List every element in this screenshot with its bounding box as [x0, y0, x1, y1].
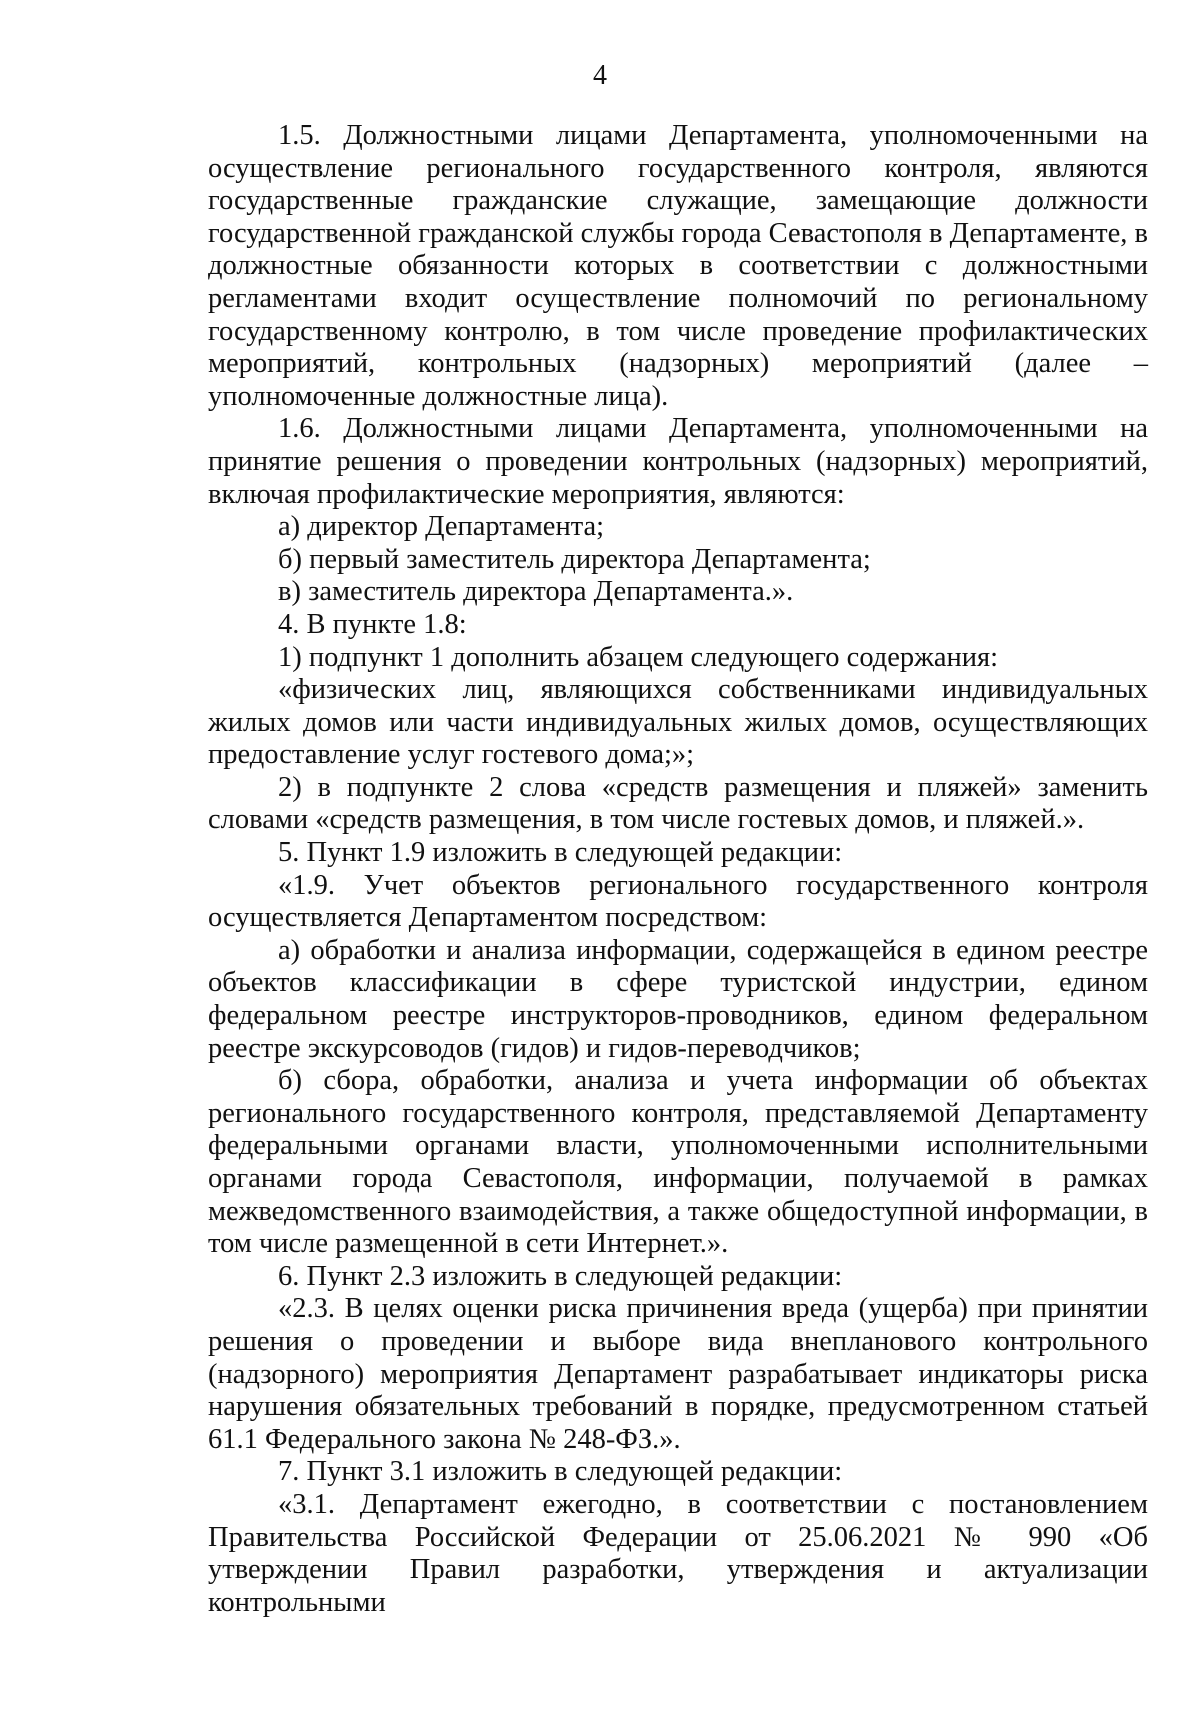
paragraph-item-4-1-quote: «физических лиц, являющихся собственниками индивидуальных жилых домов или части индивидуальных жилых домов, осуществляющих предоставление услуг гостевого дома;»; [208, 674, 1148, 771]
paragraph-item-4: 4. В пункте 1.8: [278, 608, 467, 640]
page-number: 4 [593, 60, 607, 91]
paragraph-1-6-b: б) первый заместитель директора Департамента; [278, 543, 871, 575]
paragraph-item-4-2: 2) в подпункте 2 слова «средств размещения и пляжей» заменить словами «средств размещения, в том числе гостевых домов, и пляжей.». [208, 771, 1148, 836]
paragraph-item-5: 5. Пункт 1.9 изложить в следующей редакции: [278, 837, 843, 869]
paragraph-1-5: 1.5. Должностными лицами Департамента, уполномоченными на осуществление регионального государственного контроля, являются государственные гражданские служащие, замещающие должности государственной гражданской службы города Севастополя в Департаменте, в должностные обязанности которых в соответствии с должностными регламентами входит осуществление полномочий по региональному государственному контролю, в том числе проведение профилактических мероприятий, контрольных (надзорных) мероприятий (далее – уполномоченные должностные лица). [208, 120, 1148, 412]
paragraph-item-4-1: 1) подпункт 1 дополнить абзацем следующего содержания: [278, 641, 999, 673]
paragraph-item-5-b: б) сбора, обработки, анализа и учета информации об объектах регионального государственного контроля, представляемой Департаменту федеральными органами власти, уполномоченными исполнительными органами города Севастополя, информации, получаемой в рамках межведомственного взаимодействия, а также общедоступной информации, в том числе размещенной в сети Интернет.». [208, 1065, 1148, 1260]
paragraph-item-6: 6. Пункт 2.3 изложить в следующей редакции: [278, 1260, 843, 1292]
paragraph-1-6-v: в) заместитель директора Департамента.». [278, 576, 794, 608]
paragraph-1-6: 1.6. Должностными лицами Департамента, уполномоченными на принятие решения о проведении контрольных (надзорных) мероприятий, включая профилактические мероприятия, являются: [208, 413, 1148, 510]
paragraph-item-7-quote: «3.1. Департамент ежегодно, в соответствии с постановлением Правительства Российской Федерации от 25.06.2021 № 990 «Об утверждении Правил разработки, утверждения и актуализации контрольными [208, 1488, 1148, 1618]
paragraph-item-7: 7. Пункт 3.1 изложить в следующей редакции: [278, 1456, 843, 1488]
paragraph-item-6-quote: «2.3. В целях оценки риска причинения вреда (ущерба) при принятии решения о проведении и выборе вида внепланового контрольного (надзорного) мероприятия Департамент разрабатывает индикаторы риска нарушения обязательных требований в порядке, предусмотренном статьей 61.1 Федерального закона № 248-ФЗ.». [208, 1293, 1148, 1455]
paragraph-item-5-a: а) обработки и анализа информации, содержащейся в едином реестре объектов классификации в сфере туристской индустрии, едином федеральном реестре инструкторов-проводников, едином федеральном реестре экскурсоводов (гидов) и гидов-переводчиков; [208, 934, 1148, 1064]
document-body [208, 120, 1148, 1619]
paragraph-item-5-quote: «1.9. Учет объектов регионального государственного контроля осуществляется Департаментом посредством: [208, 869, 1148, 934]
paragraph-1-6-a: а) директор Департамента; [278, 511, 605, 543]
